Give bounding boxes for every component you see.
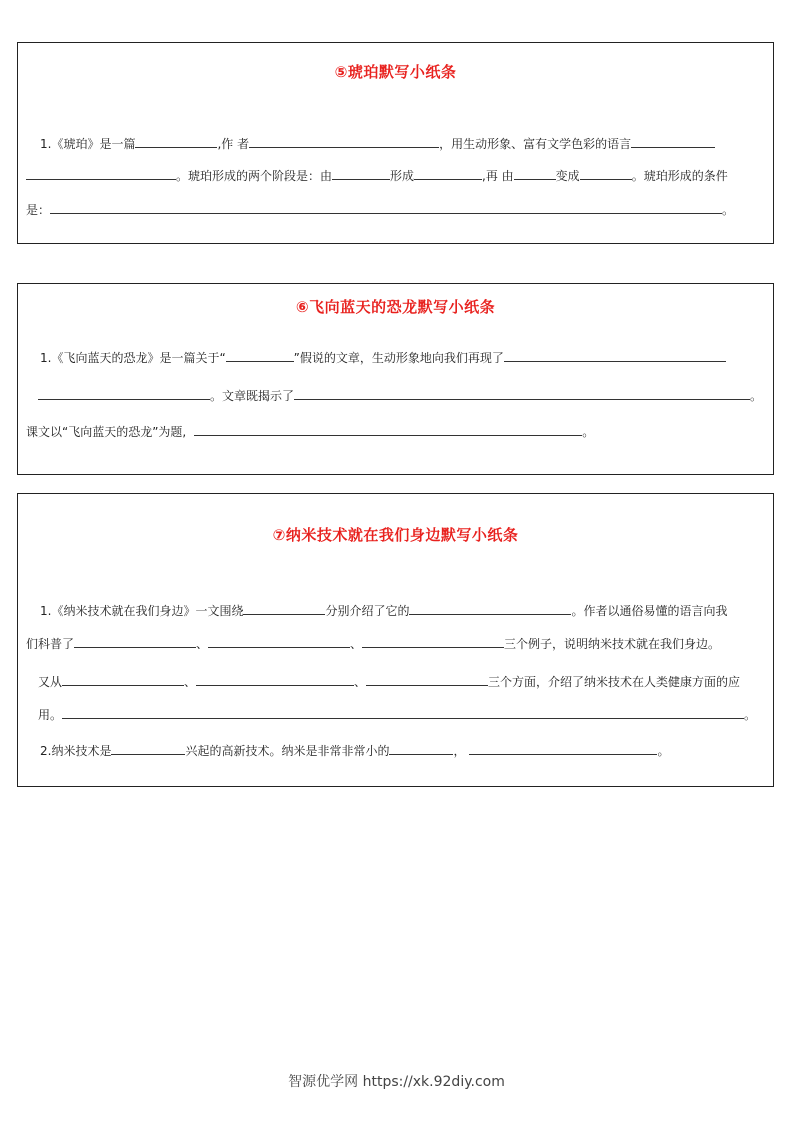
answer-blank[interactable] [226,349,294,362]
answer-blank[interactable] [194,423,582,436]
answer-blank[interactable] [208,635,350,648]
footer-watermark: 智源优学网 https://xk.92diy.com [288,1074,505,1090]
question-line: 。文章既揭示了 。 [38,387,762,404]
card-title: ⑦纳米技术就在我们身边默写小纸条 [272,526,519,544]
answer-blank[interactable] [409,602,571,615]
question-line: 1.《飞向蓝天的恐龙》是一篇关于“ ”假说的文章，生动形象地向我们再现了 [40,349,726,366]
answer-blank[interactable] [249,135,439,148]
card-dinosaur [17,283,774,475]
question-line: 。琥珀形成的两个阶段是：由 形成 ,再 由 变成 。琥珀形成的条件 [26,167,728,184]
answer-blank[interactable] [362,635,504,648]
card-title: ⑤琥珀默写小纸条 [334,63,457,81]
answer-blank[interactable] [366,673,488,686]
question-line: 又从 、 、 三个方面，介绍了纳米技术在人类健康方面的应 [38,675,741,689]
question-line: 是： 。 [26,203,735,217]
answer-blank[interactable] [26,167,176,180]
answer-blank[interactable] [38,387,210,400]
answer-blank[interactable] [332,167,390,180]
question-line: 1.《纳米技术就在我们身边》一文围绕 分别介绍了它的 。作者以通俗易懂的语言向我 [40,604,728,618]
answer-blank[interactable] [50,201,722,214]
question-line: 2.纳米技术是 兴起的高新技术。纳米是非常非常小的 ， 。 [40,744,670,758]
answer-blank[interactable] [580,167,632,180]
answer-blank[interactable] [631,135,715,148]
question-line: 1.《琥珀》是一篇 ,作 者 ，用生动形象、富有文学色彩的语言 [40,135,715,152]
answer-blank[interactable] [469,742,657,755]
answer-blank[interactable] [135,135,217,148]
question-line: 用。 。 [38,708,757,722]
answer-blank[interactable] [62,706,744,719]
answer-blank[interactable] [111,742,185,755]
answer-blank[interactable] [62,673,184,686]
answer-blank[interactable] [294,387,750,400]
card-nanotech [17,493,774,787]
answer-blank[interactable] [414,167,482,180]
answer-blank[interactable] [389,742,453,755]
answer-blank[interactable] [243,602,325,615]
question-line: 们科普了 、 、 三个例子，说明纳米技术就在我们身边。 [26,637,721,651]
answer-blank[interactable] [504,349,726,362]
question-line: 课文以“飞向蓝天的恐龙”为题, 。 [26,425,595,439]
card-title: ⑥飞向蓝天的恐龙默写小纸条 [295,298,496,316]
answer-blank[interactable] [74,635,196,648]
answer-blank[interactable] [514,167,556,180]
answer-blank[interactable] [196,673,354,686]
card-amber [17,42,774,244]
